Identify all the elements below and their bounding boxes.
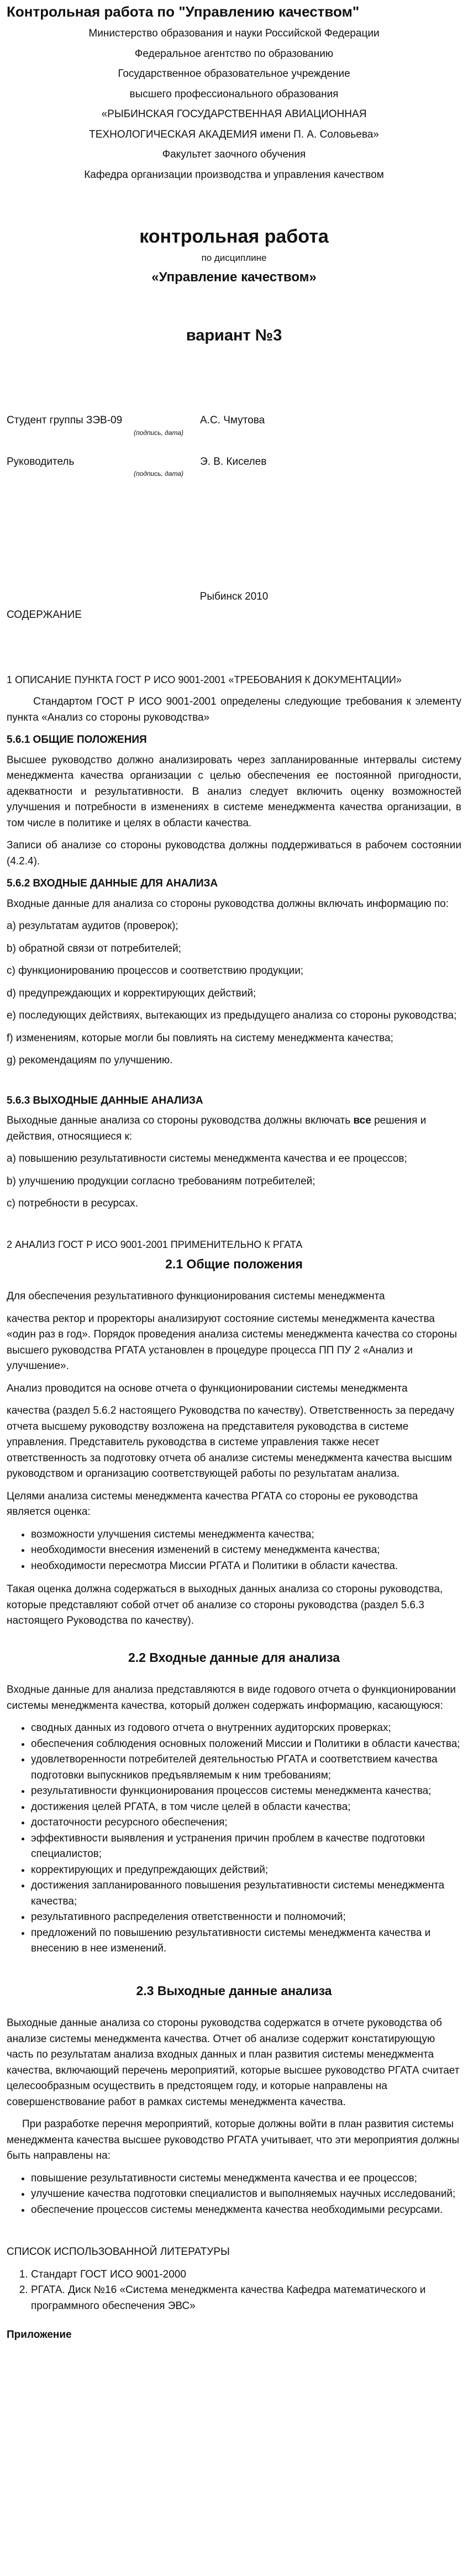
list-item: • сводных данных из годового отчета о внутренних аудиторских проверках;	[31, 1720, 461, 1736]
s22-list	[7, 1720, 461, 1957]
literature-list	[7, 2267, 461, 2315]
institution-line: Кафедра организации производства и управления качеством	[84, 169, 384, 181]
s23-title: 2.3 Выходные данные анализа	[136, 1983, 332, 1998]
s22-paragraph: Входные данные для анализа представляются в виде годового отчета о функционировании системы менеджмента качества, который должен содержать информацию, касающуюся:	[7, 1684, 456, 1712]
s23-paragraph: При разработке перечня мероприятий, которые должны войти в план развития системы менеджмента качества высшее руководство РГАТА учитывает, что эти мероприятия должны быть направлены на:	[7, 2118, 460, 2161]
s22-title: 2.2 Входные данные для анализа	[128, 1650, 340, 1665]
literature-heading: СПИСОК ИСПОЛЬЗОВАННОЙ ЛИТЕРАТУРЫ	[7, 2246, 230, 2258]
institution-line: Факультет заочного обучения	[162, 149, 306, 160]
student-name: А.С. Чмутова	[200, 415, 265, 426]
section1-heading: 1 ОПИСАНИЕ ПУНКТА ГОСТ Р ИСО 9001-2001 «ТРЕБОВАНИЯ К ДОКУМЕНТАЦИИ»	[7, 674, 402, 685]
list-item: • достижения запланированного повышения результативности системы менеджмента качества;	[31, 1878, 461, 1909]
s562-item: d) предупреждающих и корректирующих действий;	[7, 987, 256, 999]
section2-heading: 2 АНАЛИЗ ГОСТ Р ИСО 9001-2001 ПРИМЕНИТЕЛЬНО К РГАТА	[7, 1239, 303, 1250]
s562-item: b) обратной связи от потребителей;	[7, 942, 181, 954]
discipline-caption: по дисциплине	[201, 253, 267, 263]
appendix-heading: Приложение	[7, 2329, 72, 2341]
s563-intro-text: решения и действия, относящиеся к:	[7, 1115, 427, 1142]
s562-item: e) последующих действиях, вытекающих из предыдущего анализа со стороны руководства;	[7, 1010, 457, 1021]
list-item: • обеспечение процессов системы менеджмента качества необходимыми ресурсами.	[31, 2202, 461, 2218]
s562-intro: Входные данные для анализа со стороны руководства должны включать информацию по:	[7, 898, 449, 910]
s23-list	[7, 2171, 461, 2218]
s21-paragraph: качества (раздел 5.6.2 настоящего Руководства по качеству). Ответственность за передачу отчета высшему руководству возложена на представителя руководства в системе управления. Представитель руководства в системе управления также несет ответственность за подготовку отчета об анализе системы менеджмента качества высшим руководством и организацию соответствующей работы по результатам анализа.	[7, 1405, 455, 1480]
list-item: • достаточности ресурсного обеспечения;	[31, 1815, 461, 1831]
section1-intro: Стандартом ГОСТ Р ИСО 9001-2001 определены следующие требования к элементу пункта «Анализ со стороны руководства»	[7, 696, 461, 723]
list-item: • повышение результативности системы менеджмента качества и ее процессов;	[31, 2171, 461, 2187]
s562-title: 5.6.2 ВХОДНЫЕ ДАННЫЕ ДЛЯ АНАЛИЗА	[7, 878, 218, 889]
s21-title: 2.1 Общие положения	[165, 1256, 303, 1271]
institution-block	[7, 26, 461, 183]
s21-paragraph: Такая оценка должна содержаться в выходных данных анализа со стороны руководства, которые представляют собой отчет об анализе со стороны руководства (раздел 5.6.3 настоящего Руководства по качеству).	[7, 1583, 443, 1627]
s563-intro-text: Выходные данные анализа со стороны руководства должны включать	[7, 1115, 354, 1126]
s21-paragraph: Для обеспечения результативного функционирования системы менеджмента	[7, 1290, 385, 1302]
s561-title: 5.6.1 ОБЩИЕ ПОЛОЖЕНИЯ	[7, 734, 147, 746]
institution-line: «РЫБИНСКАЯ ГОСУДАРСТВЕННАЯ АВИАЦИОННАЯ	[101, 108, 367, 120]
literature-item: 2. РГАТА. Диск №16 «Система менеджмента качества Кафедра математического и программного обеспечения ЭВС»	[31, 2283, 461, 2314]
list-item: • корректирующих и предупреждающих действий;	[31, 1863, 461, 1879]
institution-line: ТЕХНОЛОГИЧЕСКАЯ АКАДЕМИЯ имени П. А. Соловьева»	[89, 128, 379, 140]
s21-list	[7, 1527, 461, 1575]
supervisor-row	[7, 454, 461, 470]
s562-item: c) функционированию процессов и соответствию продукции;	[7, 965, 304, 977]
supervisor-label: Руководитель	[7, 455, 75, 468]
s21-paragraph: Анализ проводится на основе отчета о функционировании системы менеджмента	[7, 1382, 408, 1394]
s563-item: c) потребности в ресурсах.	[7, 1198, 138, 1209]
s562-item: g) рекомендациям по улучшению.	[7, 1054, 173, 1066]
s563-title: 5.6.3 ВЫХОДНЫЕ ДАННЫЕ АНАЛИЗА	[7, 1094, 203, 1106]
list-item: • необходимости пересмотра Миссии РГАТА и Политики в области качества.	[31, 1559, 461, 1575]
student-label: Студент группы ЗЭВ-09	[7, 415, 123, 426]
list-item: • предложений по повышению результативности системы менеджмента качества и внесению в нее изменений.	[31, 1926, 461, 1957]
s563-intro-bold: все	[353, 1115, 371, 1126]
list-item: • возможности улучшения системы менеджмента качества;	[31, 1527, 461, 1543]
list-item: • необходимости внесения изменений в систему менеджмента качества;	[31, 1543, 461, 1559]
signature-hint: (подпись, дата)	[134, 470, 183, 478]
s563-item: b) улучшению продукции согласно требованиям потребителей;	[7, 1175, 315, 1187]
s561-paragraph: Записи об анализе со стороны руководства должны поддерживаться в рабочем состоянии (4.2.4).	[7, 840, 461, 867]
s563-intro	[7, 1113, 461, 1145]
list-item: • обеспечения соблюдения основных положений Миссии и Политики в области качества;	[31, 1736, 461, 1753]
variant-number: вариант №3	[186, 326, 282, 344]
s561-paragraph: Высшее руководство должно анализировать через запланированные интервалы систему менеджмента качества организации с целью обеспечения ее постоянной пригодности, адекватности и результативности. В анализ следует включить оценку возможностей улучшения и потребности в изменениях в системе менеджмента качества организации, в том числе в политике и целях в области качества.	[7, 754, 461, 829]
work-title: контрольная работа	[139, 226, 329, 247]
list-item: • достижения целей РГАТА, в том числе целей в области качества;	[31, 1799, 461, 1816]
signature-hint: (подпись, дата)	[134, 428, 183, 437]
list-item: • эффективности выявления и устранения причин проблем в качестве подготовки специалистов;	[31, 1831, 461, 1863]
s21-paragraph: качества ректор и проректоры анализируют состояние системы менеджмента качества «один раз в год». Порядок проведения анализа системы менеджмента качества со стороны высшего руководства РГАТА установлен в процедуре процесса ПП ПУ 2 «Анализ и улучшение».	[7, 1313, 457, 1372]
contents-heading: СОДЕРЖАНИЕ	[7, 608, 82, 621]
list-item: • результативности функционирования процессов системы менеджмента качества;	[31, 1783, 461, 1799]
s562-item: f) изменениям, которые могли бы повлиять на систему менеджмента качества;	[7, 1032, 393, 1044]
document-title: Контрольная работа по "Управлению качеством"	[7, 3, 360, 20]
institution-line: высшего профессионального образования	[129, 88, 339, 100]
list-item: • удовлетворенности потребителей деятельностью РГАТА и соответствием качества подготовки выпускников предъявляемым к ним требованиям;	[31, 1752, 461, 1783]
list-item: • результативного распределения ответственности и полномочий;	[31, 1909, 461, 1926]
list-item: • улучшение качества подготовки специалистов и выполняемых научных исследований;	[31, 2186, 461, 2202]
s21-paragraph: Целями анализа системы менеджмента качества РГАТА со стороны ее руководства является оценка:	[7, 1490, 418, 1518]
institution-line: Министерство образования и науки Российской Федерации	[88, 28, 380, 39]
s562-item: а) результатам аудитов (проверок);	[7, 920, 178, 932]
city-year: Рыбинск 2010	[199, 591, 269, 602]
literature-item: 1. Стандарт ГОСТ ИСО 9001-2000	[31, 2267, 461, 2283]
discipline-name: «Управление качеством»	[151, 269, 317, 285]
s23-paragraph: Выходные данные анализа со стороны руководства содержатся в отчете руководства об анализе системы менеджмента качества. Отчет об анализе содержит констатирующую часть по результатам анализа входных данных и план развития системы менеджмента качества, включающий перечень мероприятий, которые высшее руководство РГАТА считает целесообразным осуществить в предстоящем году, и которые направлены на совершенствование работ в рамках системы менеджмента качества.	[7, 2017, 460, 2108]
institution-line: Государственное образовательное учреждение	[118, 68, 350, 80]
supervisor-name: Э. В. Киселев	[200, 455, 267, 468]
institution-line: Федеральное агентство по образованию	[134, 48, 334, 60]
s563-item: а) повышению результативности системы менеджмента качества и ее процессов;	[7, 1153, 407, 1164]
student-row	[7, 413, 461, 429]
